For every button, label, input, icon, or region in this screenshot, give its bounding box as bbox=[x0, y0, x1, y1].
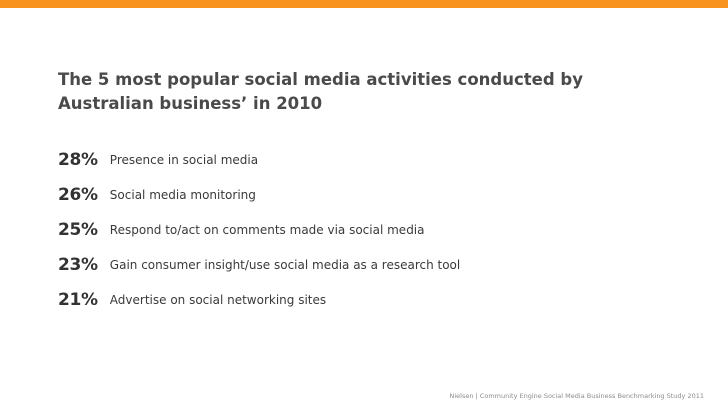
stat-row-3 bbox=[58, 218, 425, 242]
stat-percent: 28% bbox=[58, 150, 98, 170]
stat-percent: 21% bbox=[58, 290, 98, 310]
stat-percent: 26% bbox=[58, 185, 98, 205]
stat-label: Social media monitoring bbox=[109, 188, 256, 202]
stat-percent: 25% bbox=[58, 220, 98, 240]
stat-row-4 bbox=[58, 253, 460, 277]
stat-label: Advertise on social networking sites bbox=[109, 293, 327, 307]
stat-label: Presence in social media bbox=[109, 153, 259, 167]
stat-row-1 bbox=[58, 148, 258, 172]
stat-row-5 bbox=[58, 288, 326, 312]
stat-percent: 23% bbox=[58, 255, 98, 275]
source-footer: Nielsen | Community Engine Social Media Business Benchmarking Study 2011 bbox=[449, 392, 704, 400]
stat-row-2 bbox=[58, 183, 256, 207]
slide-title: The 5 most popular social media activities conducted by Australian business’ in 2010 bbox=[58, 70, 583, 113]
stat-label: Gain consumer insight/use social media as a research tool bbox=[109, 258, 461, 272]
stat-label: Respond to/act on comments made via social media bbox=[109, 223, 425, 237]
top-accent-bar bbox=[0, 0, 728, 8]
